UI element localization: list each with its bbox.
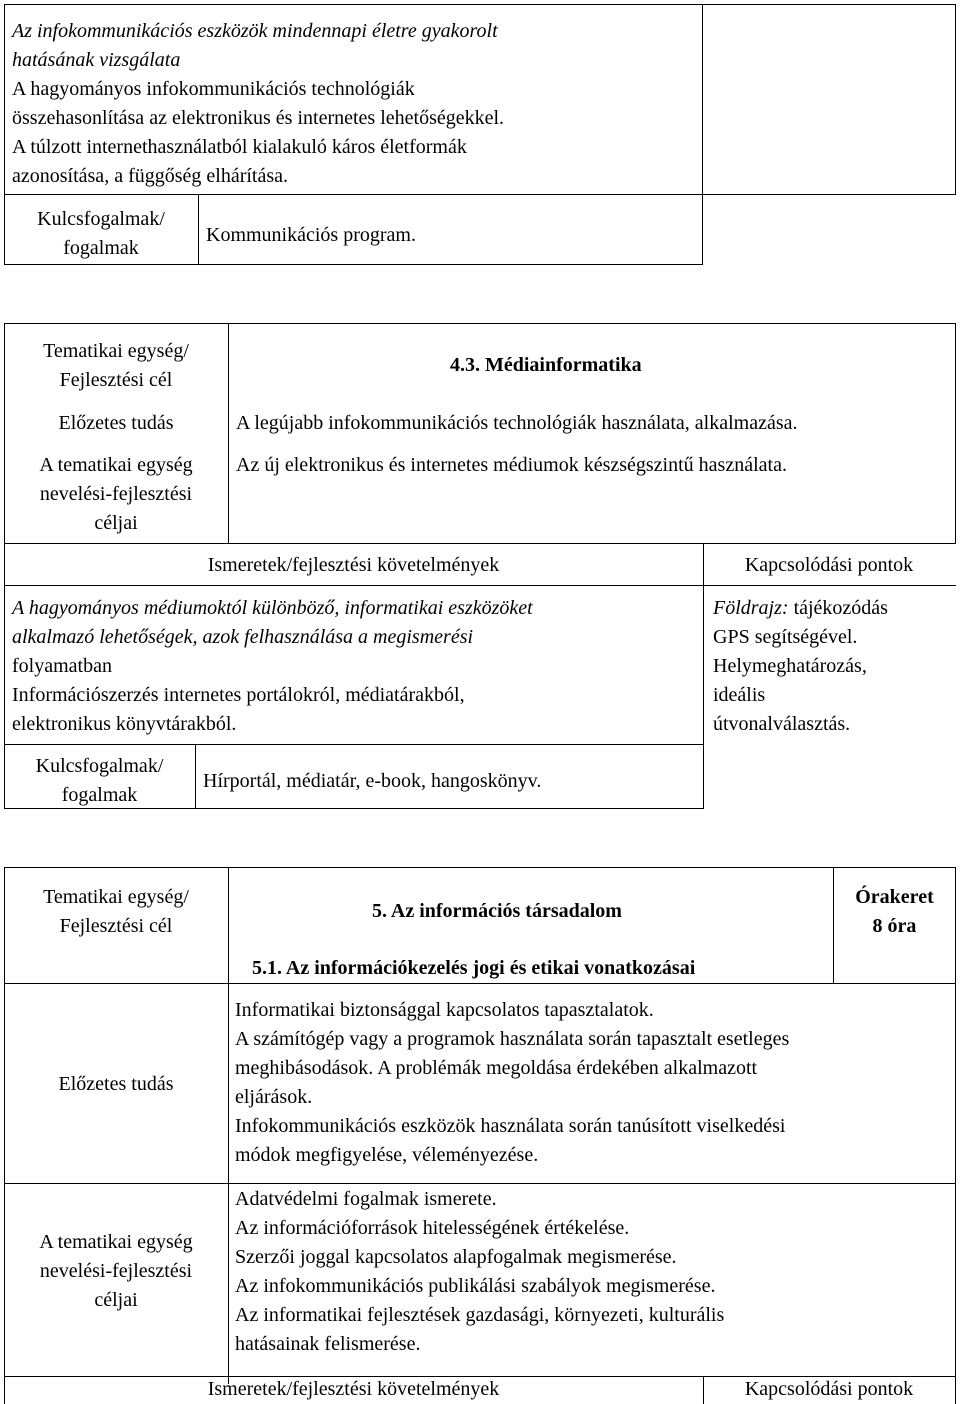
prior-knowledge-label: Előzetes tudás: [58, 412, 174, 434]
key-concepts-label: Kulcsfogalmak/ fogalmak: [37, 208, 165, 259]
links-header: Kapcsolódási pontok: [744, 1378, 914, 1400]
unit-title: 5. Az információs társadalom: [372, 900, 622, 922]
unit-label: Tematikai egység/ Fejlesztési cél: [43, 340, 189, 391]
goals-label: A tematikai egység nevelési-fejlesztési céljai: [39, 454, 193, 534]
requirements-header: Ismeretek/fejlesztési követelmények: [207, 1378, 500, 1400]
links-content: Földrajz: tájékozódás GPS segítségével. Helymeghatározás, ideális útvonalválasztás.: [713, 597, 888, 735]
topic-description: Az infokommunikációs eszközök mindennapi életre gyakorolt hatásának vizsgálata A hagyományos infokommunikációs technológiák összehasonlítása az elektronikus és internetes lehetőségekkel. A túlzott internethasználatból kialakuló káros életformák azonosítása, a függőség elhárítása.: [12, 20, 505, 187]
links-header: Kapcsolódási pontok: [744, 554, 914, 576]
key-concepts-label: Kulcsfogalmak/ fogalmak: [35, 755, 164, 806]
goals-value: Az új elektronikus és internetes médiumok készségszintű használata.: [236, 454, 787, 476]
goals-label: A tematikai egység nevelési-fejlesztési céljai: [39, 1231, 193, 1311]
unit-title: 4.3. Médiainformatika: [450, 354, 642, 376]
prior-knowledge-label: Előzetes tudás: [58, 1073, 174, 1095]
hours-box: Órakeret 8 óra: [855, 886, 934, 937]
prior-knowledge-content: Informatikai biztonsággal kapcsolatos tapasztalatok. A számítógép vagy a programok használata során tapasztalt esetleges meghibásodások. A problémák megoldása érdekében alkalmazott eljárások. Infokommunikációs eszközök használata során tanúsított viselkedési módok megfigyelése, véleményezése.: [235, 999, 790, 1166]
prior-knowledge-value: A legújabb infokommunikációs technológiák használata, alkalmazása.: [236, 412, 798, 434]
requirements-content: A hagyományos médiumoktól különböző, informatikai eszközöket alkalmazó lehetőségek, azok felhasználása a megismerési folyamatban Információszerzés internetes portálokról, médiatárakból, elektronikus könyvtárakból.: [12, 597, 533, 735]
unit-label: Tematikai egység/ Fejlesztési cél: [43, 886, 189, 937]
key-concepts-value: Hírportál, médiatár, e-book, hangoskönyv.: [203, 770, 542, 792]
requirements-header: Ismeretek/fejlesztési követelmények: [207, 554, 500, 576]
sub-unit-title: 5.1. Az információkezelés jogi és etikai vonatkozásai: [252, 957, 696, 979]
key-concepts-value: Kommunikációs program.: [206, 224, 416, 246]
goals-content: Adatvédelmi fogalmak ismerete. Az információforrások hitelességének értékelése. Szerzői joggal kapcsolatos alapfogalmak megismerése. Az infokommunikációs publikálási szabályok megismerése. Az informatikai fejlesztések gazdasági, környezeti, kulturális hatásainak felismerése.: [235, 1188, 725, 1355]
